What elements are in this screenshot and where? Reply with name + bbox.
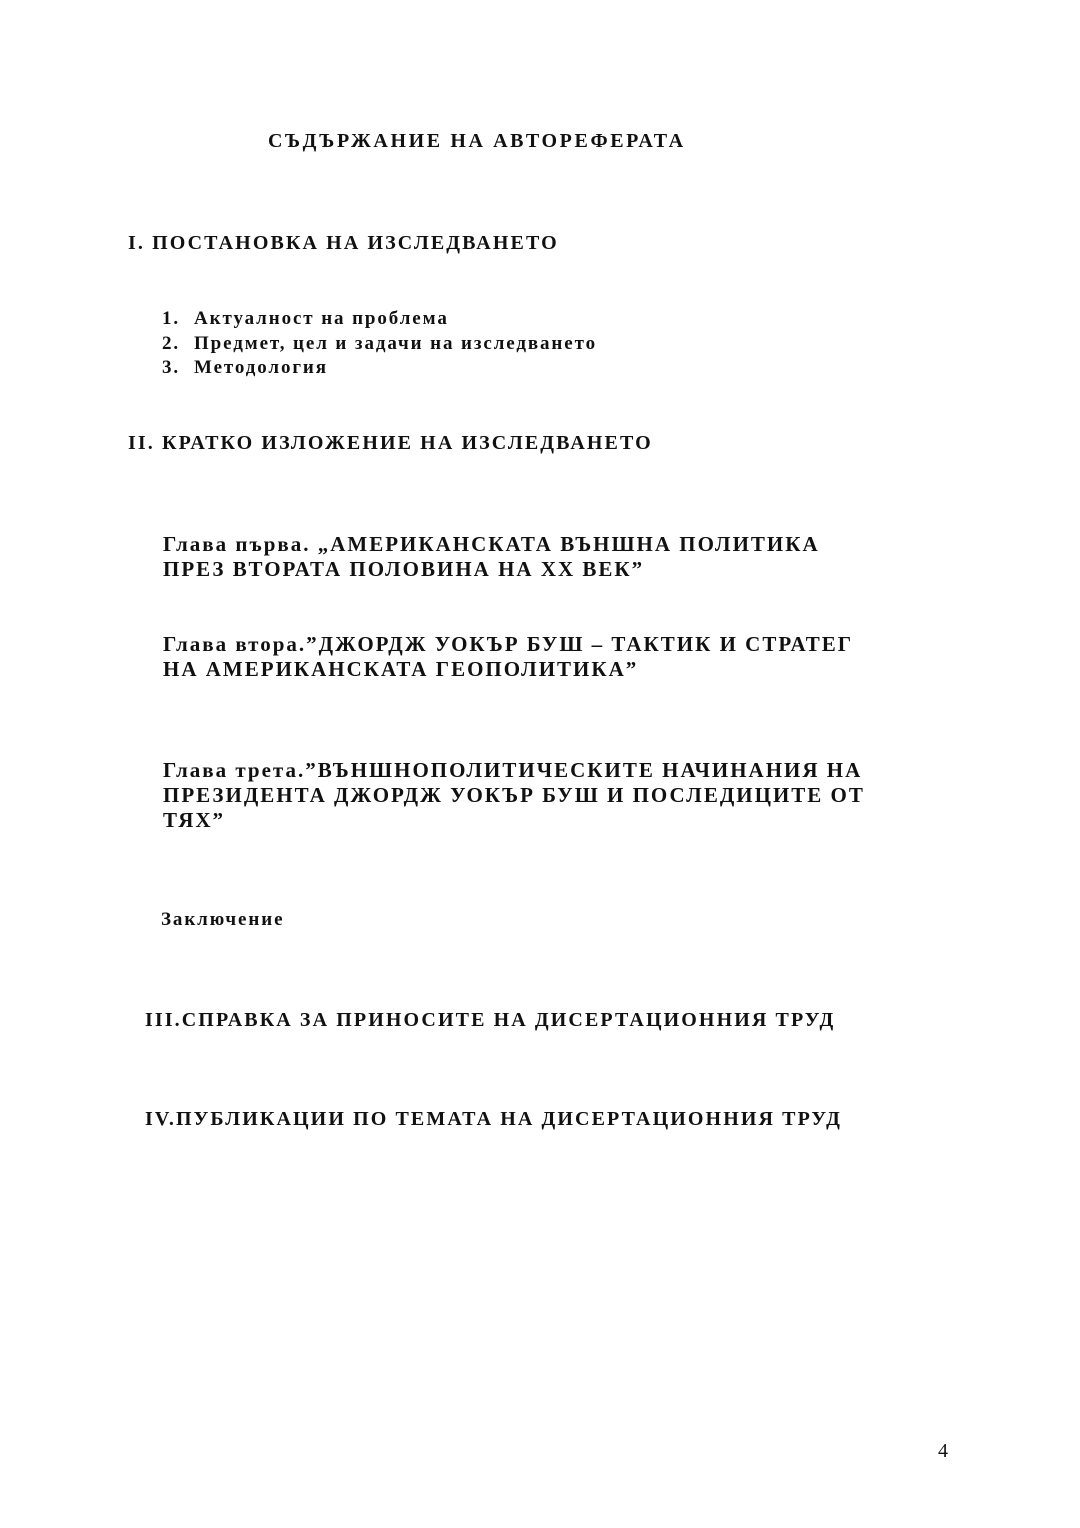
chapter-line: Глава първа. „АМЕРИКАНСКАТА ВЪНШНА ПОЛИТИКА <box>163 532 820 556</box>
chapter-1 <box>163 532 903 582</box>
page-title: СЪДЪРЖАНИЕ НА АВТОРЕФЕРАТА <box>268 130 686 152</box>
list-item <box>162 334 597 353</box>
list-item-label: Методология <box>194 357 328 378</box>
page-number: 4 <box>938 1440 948 1462</box>
chapter-line: ПРЕЗИДЕНТА ДЖОРДЖ УОКЪР БУШ И ПОСЛЕДИЦИТЕ ОТ <box>163 783 865 807</box>
list-item <box>162 309 449 328</box>
chapter-line: Глава трета.”ВЪНШНОПОЛИТИЧЕСКИТЕ НАЧИНАНИЯ НА <box>163 758 863 782</box>
section-heading-1: I. ПОСТАНОВКА НА ИЗСЛЕДВАНЕТО <box>128 232 559 254</box>
section-heading-3: III.СПРАВКА ЗА ПРИНОСИТЕ НА ДИСЕРТАЦИОННИЯ ТРУД <box>145 1009 836 1031</box>
conclusion-item: Заключение <box>161 909 285 930</box>
list-item-number: 3. <box>162 357 181 378</box>
chapter-line: ПРЕЗ ВТОРАТА ПОЛОВИНА НА XX ВЕК” <box>163 557 645 581</box>
chapter-line: Глава втора.”ДЖОРДЖ УОКЪР БУШ – ТАКТИК И СТРАТЕГ <box>163 632 854 656</box>
list-item <box>162 358 328 377</box>
chapter-line: ТЯХ” <box>163 808 226 832</box>
list-item-label: Предмет, цел и задачи на изследването <box>194 333 597 354</box>
list-item-number: 2. <box>162 333 181 354</box>
chapter-3 <box>163 758 903 833</box>
list-item-label: Актуалност на проблема <box>194 308 449 329</box>
list-item-number: 1. <box>162 308 181 329</box>
chapter-line: НА АМЕРИКАНСКАТА ГЕОПОЛИТИКА” <box>163 657 639 681</box>
section-heading-4: IV.ПУБЛИКАЦИИ ПО ТЕМАТА НА ДИСЕРТАЦИОННИЯ ТРУД <box>145 1108 843 1130</box>
chapter-2 <box>163 632 903 682</box>
section-heading-2: II. КРАТКО ИЗЛОЖЕНИЕ НА ИЗСЛЕДВАНЕТО <box>128 432 653 454</box>
